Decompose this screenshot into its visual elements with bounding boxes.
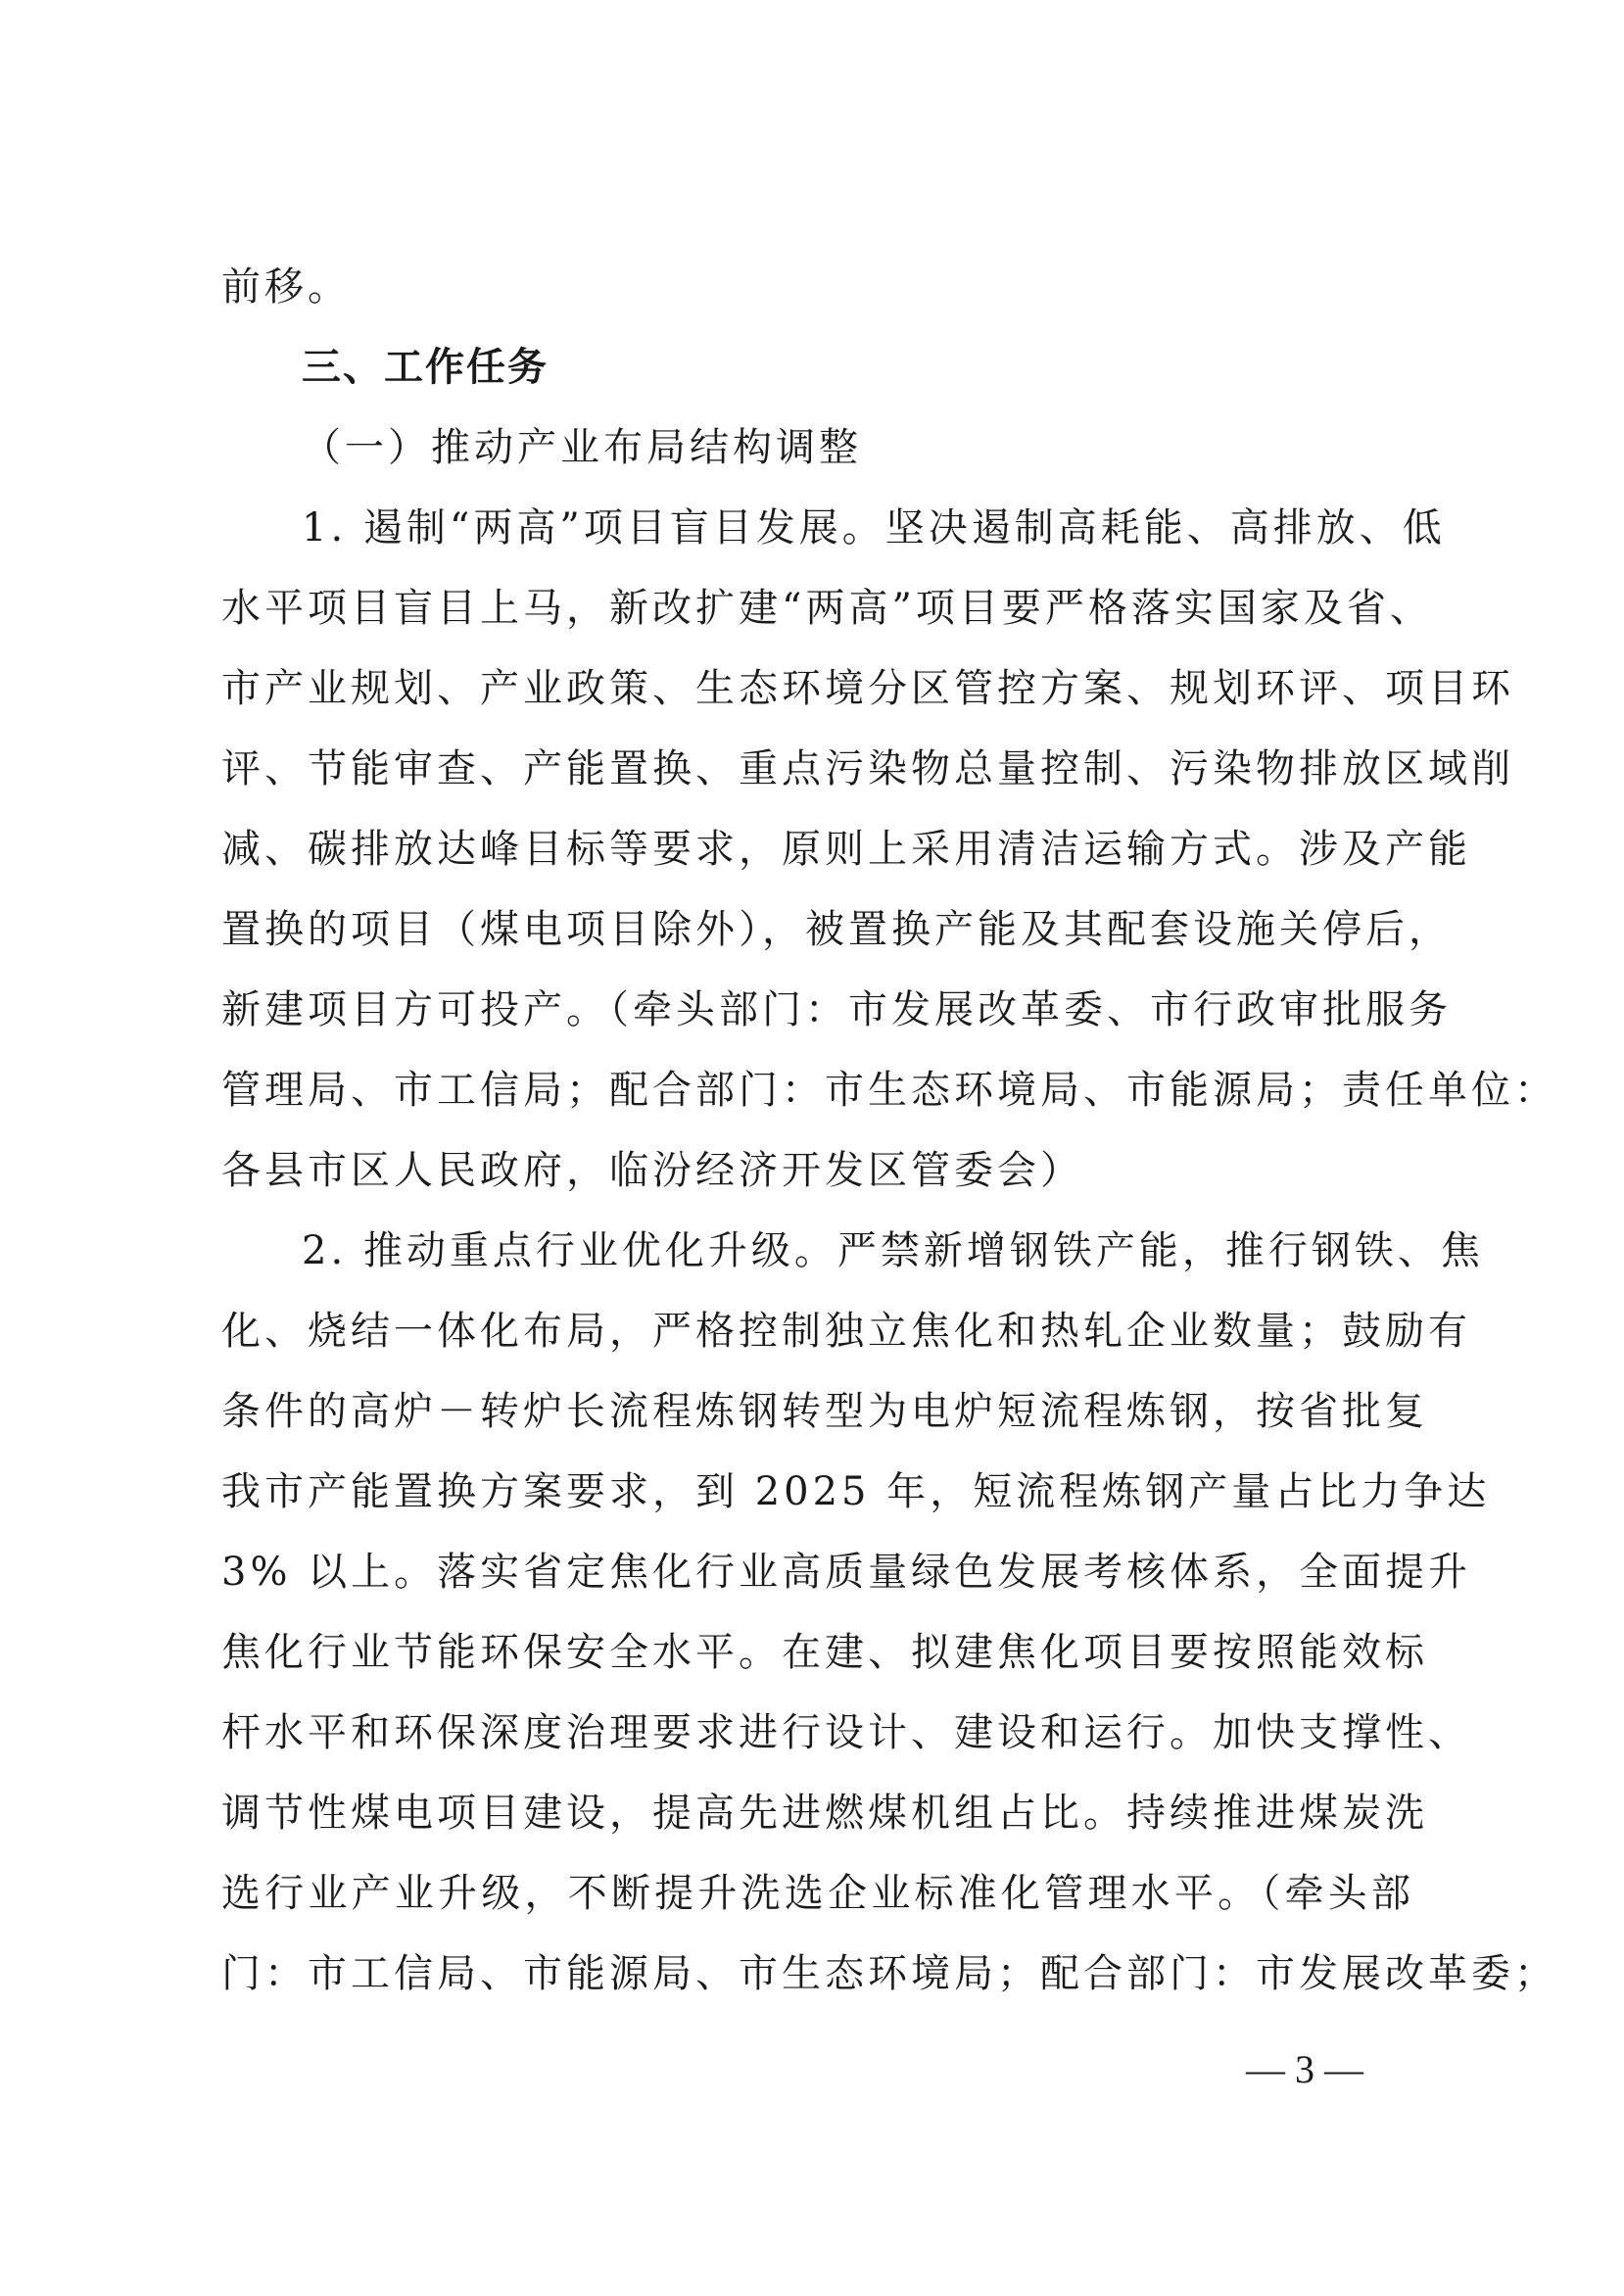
subsection-heading: （一）推动产业布局结构调整 xyxy=(302,425,862,470)
item1-line-5: 减、碳排放达峰目标等要求，原则上采用清洁运输方式。涉及产能 xyxy=(221,827,1471,872)
item2-line-1: 2. 推动重点行业优化升级。严禁新增钢铁产能，推行钢铁、焦 xyxy=(302,1228,1484,1273)
intro-fragment: 前移。 xyxy=(221,264,351,310)
item2-line-2: 化、烧结一体化布局，严格控制独立焦化和热轧企业数量；鼓励有 xyxy=(221,1309,1471,1354)
item2-line-10: 门：市工信局、市能源局、市生态环境局；配合部门：市发展改革委； xyxy=(221,1951,1557,1996)
page-number: — 3 — xyxy=(1246,2047,1363,2091)
item2-line-4: 我市产能置换方案要求，到 2025 年，短流程炼钢产量占比力争达 xyxy=(221,1469,1491,1514)
item1-line-9: 各县市区人民政府，临汾经济开发区管委会） xyxy=(221,1148,1083,1193)
section-heading: 三、工作任务 xyxy=(302,344,549,390)
item1-line-2: 水平项目盲目上马，新改扩建“两高”项目要严格落实国家及省、 xyxy=(221,586,1433,631)
item2-line-9: 选行业产业升级，不断提升洗选企业标准化管理水平。（牵头部 xyxy=(221,1871,1414,1916)
item2-line-7: 杆水平和环保深度治理要求进行设计、建设和运行。加快支撑性、 xyxy=(221,1710,1471,1755)
item2-line-8: 调节性煤电项目建设，提高先进燃煤机组占比。持续推进煤炭洗 xyxy=(221,1791,1428,1836)
item2-line-6: 焦化行业节能环保安全水平。在建、拟建焦化项目要按照能效标 xyxy=(221,1630,1428,1675)
item2-line-5: 3% 以上。落实省定焦化行业高质量绿色发展考核体系，全面提升 xyxy=(221,1550,1472,1595)
item1-line-6: 置换的项目（煤电项目除外），被置换产能及其配套设施关停后， xyxy=(221,907,1452,952)
item1-line-3: 市产业规划、产业政策、生态环境分区管控方案、规划环评、项目环 xyxy=(221,666,1514,711)
item2-line-3: 条件的高炉－转炉长流程炼钢转型为电炉短流程炼钢，按省批复 xyxy=(221,1389,1428,1434)
item1-line-8: 管理局、市工信局；配合部门：市生态环境局、市能源局；责任单位： xyxy=(221,1068,1557,1113)
item1-line-1: 1. 遏制“两高”项目盲目发展。坚决遏制高耗能、高排放、低 xyxy=(302,505,1446,550)
item1-line-4: 评、节能审查、产能置换、重点污染物总量控制、污染物排放区域削 xyxy=(221,746,1514,791)
item1-line-7: 新建项目方可投产。（牵头部门：市发展改革委、市行政审批服务 xyxy=(221,987,1452,1032)
